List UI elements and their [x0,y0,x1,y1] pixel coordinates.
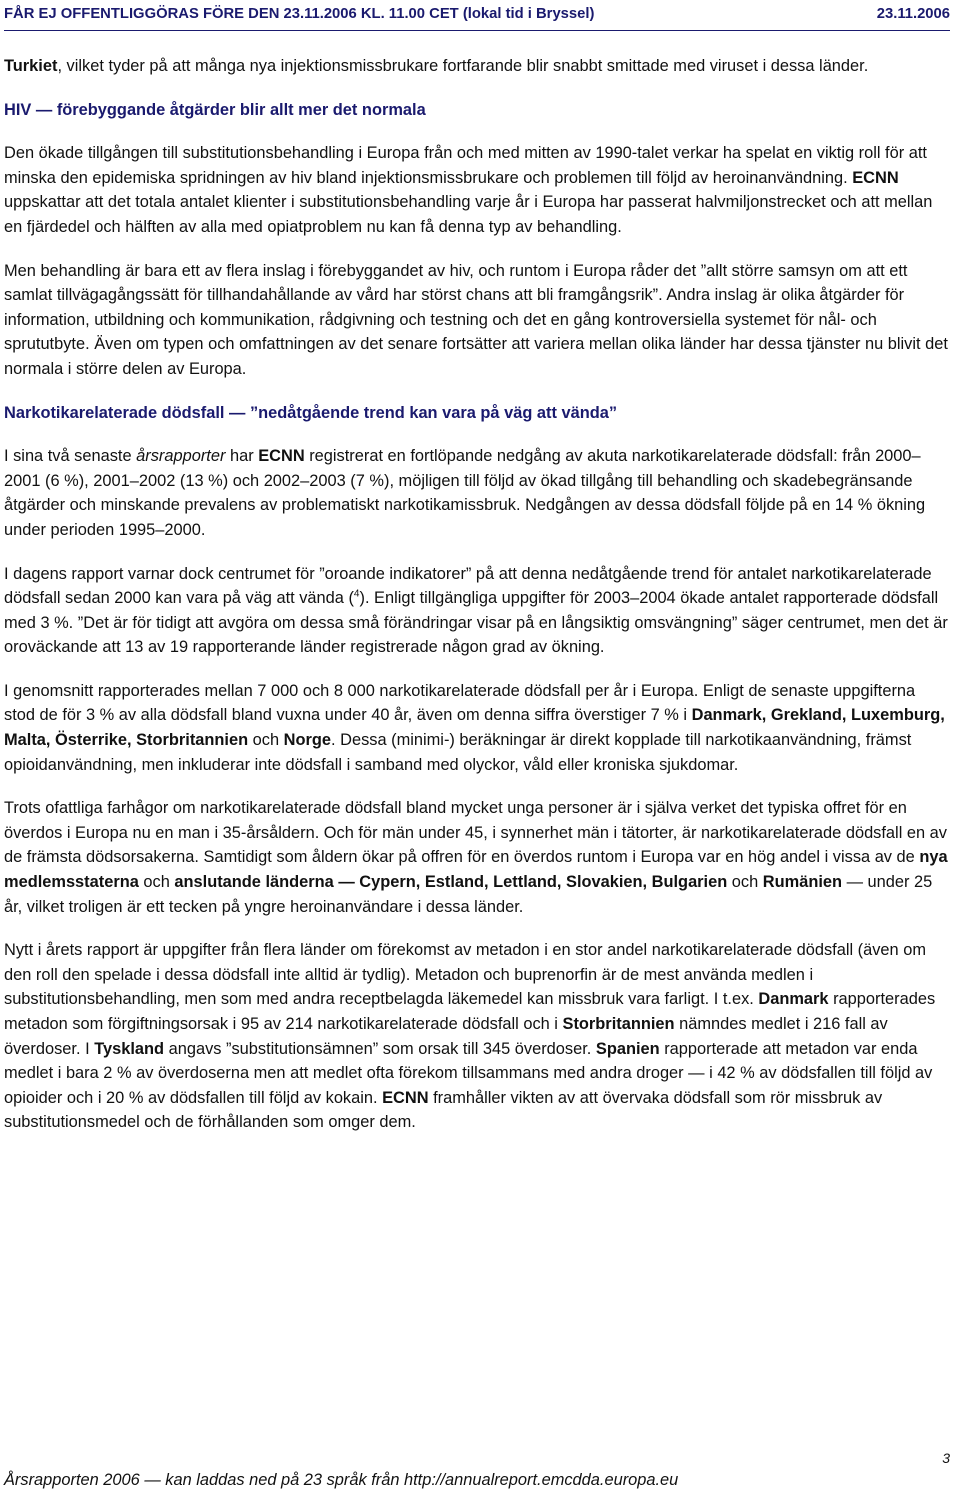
paragraph-text: Den ökade tillgången till substitutionsbehandling i Europa från och med mitten av 1990-talet verkar ha spelat en viktig roll för att minska den epidemiska spridningen av hiv bland injektionsmissbrukare och problemen till följd av heroinanvändning. [4,144,927,187]
paragraph-text: Men behandling är bara ett av flera inslag i förebyggandet av hiv, och runtom i Europa råder det ”allt större samsyn om att ett samlat tillvägagångssätt för tillhandahållande av vård har störst chans att bli framgångsrik”. Andra inslag är olika åtgärder för information, utbildning och kommunikation, rådgivning och testning och det en gång kontroversiella systemet för nål- och sprututbyte. Även om typen och omfattningen av det senare fortsätter att variera mellan olika länder har dessa tjänster nu blivit det normala i större delen av Europa. [4,261,948,378]
paragraph-text: framhåller vikten av att övervaka dödsfall som rör missbruk av substitutionsmedel och de förhållanden som omger dem. [4,1088,883,1132]
paragraph-decline [4,444,950,542]
paragraph-warning [4,562,950,660]
paragraph-text: Nytt i årets rapport är uppgifter från flera länder om förekomst av metadon i en stor andel narkotikarelaterade dödsfall (även om den roll den spelade i dessa dödsfall inte alltid är tydlig). Metadon och buprenorfin är de mest använda medlen i substitutionsbehandling, men som med andra receptbelagda läkemedel kan missbruk vara farligt. I t.ex. [4,941,926,1009]
embargo-header [4,6,950,30]
country-list: anslutande länderna — Cypern, Estland, Lettland, Slovakien, Bulgarien [174,873,728,892]
report-title: årsrapporter [136,447,226,466]
paragraph-text: Trots ofattliga farhågor om narkotikarelaterade dödsfall bland mycket unga personer är i själva verket det typiska offret för en överdos i Europa nu en man i 35-årsåldern. Och för män under 45, i synnerhet män i tätorter, är narkotikarelaterade dödsfall en av de främsta dödsorsakerna. Samtidigt som åldern ökar på offren för en överdos runtom i Europa var en hög andel i vissa av de [4,799,947,867]
embargo-notice: FÅR EJ OFFENTLIGGÖRAS FÖRE DEN 23.11.2006 KL. 11.00 CET (lokal tid i Bryssel) [4,6,595,22]
paragraph-substitution [4,141,950,239]
footnote-ref: 4 [353,588,360,600]
ecnn-label: ECNN [258,447,305,466]
country-name: Storbritannien [562,1015,675,1033]
paragraph-text: — under 25 år, vilket troligen är ett tecken på yngre heroinanvändare i dessa länder. [4,873,933,916]
paragraph-text: uppskattar att det totala antalet klienter i substitutionsbehandling varje år i Europa har passerat halvmiljonstrecket och att mellan en fjärdedel och hälften av alla med opiatproblem nu kan få denna typ av behandling. [4,193,933,236]
country-name: Rumänien [762,873,843,892]
header-divider [4,30,950,31]
country-list: Danmark, Grekland, Luxemburg, Malta, Österrike, Storbritannien [4,706,945,750]
paragraph-text: registrerat en fortlöpande nedgång av akuta narkotikarelaterade dödsfall: från 2000–2001 (6 %), 2001–2002 (13 %) och 2002–2003 (7 %), möjligen till följd av ökad tillgång till behandling och skadebegränsande åtgärder och minskande prevalens av problematiskt narkotikamissbruk. Nedgången av dessa dödsfall följde på en 14 % ökning under perioden 1995–2000. [4,447,926,539]
page-number: 3 [942,1450,950,1466]
paragraph-text: angavs ”substitutionsämnen” som orsak till 345 överdoser. [164,1039,596,1058]
paragraph-text: ). Enligt tillgängliga uppgifter för 2003–2004 ökade antalet rapporterade dödsfall med 3 %. ”Det är för tidigt att avgöra om dessa små förändringar visar på en långsiktig omsvängning” säger centrumet, men det är oroväckande att 13 av 19 rapporterande länder registrerade någon grad av ökning. [4,589,948,657]
paragraph-methadone [4,938,950,1135]
paragraph-victims [4,796,950,919]
ecnn-label: ECNN [852,168,899,187]
paragraph-text: , vilket tyder på att många nya injektionsmissbrukare fortfarande blir snabbt smittade med viruset i dessa länder. [57,57,869,75]
paragraph-text: . Dessa (minimi-) beräkningar är direkt kopplade till narkotikaanvändning, främst opioidanvändning, men inkluderar inte dödsfall i samband med olyckor, våld eller kroniska sjukdomar. [4,731,912,774]
page-footer [4,1450,950,1494]
ecnn-label: ECNN [382,1088,429,1107]
paragraph-text: I sina två senaste [4,447,137,466]
country-name: Danmark [758,990,829,1009]
paragraph-text: nämndes medlet i 216 fall av överdoser. I [4,1015,888,1058]
country-name: Turkiet [4,57,58,75]
paragraph-text: I genomsnitt rapporterades mellan 7 000 och 8 000 narkotikarelaterade dödsfall per år i Europa. Enligt de senaste uppgifterna stod de för 3 % av alla dödsfall bland vuxna under 40 år, även om denna siffra överstiger 7 % i [4,681,916,725]
country-name: Tyskland [94,1039,165,1058]
paragraph-text: och [138,873,175,892]
country-name: Norge [283,731,332,750]
paragraph-hiv-turkey [4,54,950,79]
document-body [4,54,950,1154]
paragraph-text: och [727,873,763,892]
paragraph-text: rapporterade att metadon var enda medlet i bara 2 % av överdoserna men att medlet ofta förekom tillsammans med andra droger — i 42 % av dödsfallen till följd av opioider och i 20 % av dödsfallen till följd av kokain. [4,1039,933,1107]
header-date: 23.11.2006 [876,6,950,22]
footer-text: Årsrapporten 2006 — kan laddas ned på 23 språk från http://annualreport.emcdda.europa.eu [4,1471,679,1489]
member-states-label: nya medlemsstaterna [4,848,948,892]
section-heading-hiv: HIV — förebyggande åtgärder blir allt mer det normala [4,100,426,119]
paragraph-text: har [225,447,259,466]
paragraph-text: rapporterades metadon som förgiftningsorsak i 95 av 214 narkotikarelaterade dödsfall och i [4,990,936,1033]
section-heading-deaths: Narkotikarelaterade dödsfall — ”nedåtgående trend kan vara på väg att vända” [4,403,618,422]
country-name: Spanien [595,1039,660,1058]
paragraph-prevention [4,259,950,382]
paragraph-text: och [248,731,284,750]
paragraph-average-deaths [4,679,950,777]
paragraph-text: I dagens rapport varnar dock centrumet för ”oroande indikatorer” på att denna nedåtgående trend för antalet narkotikarelaterade dödsfall sedan 2000 kan vara på väg att vända ( [4,564,932,608]
